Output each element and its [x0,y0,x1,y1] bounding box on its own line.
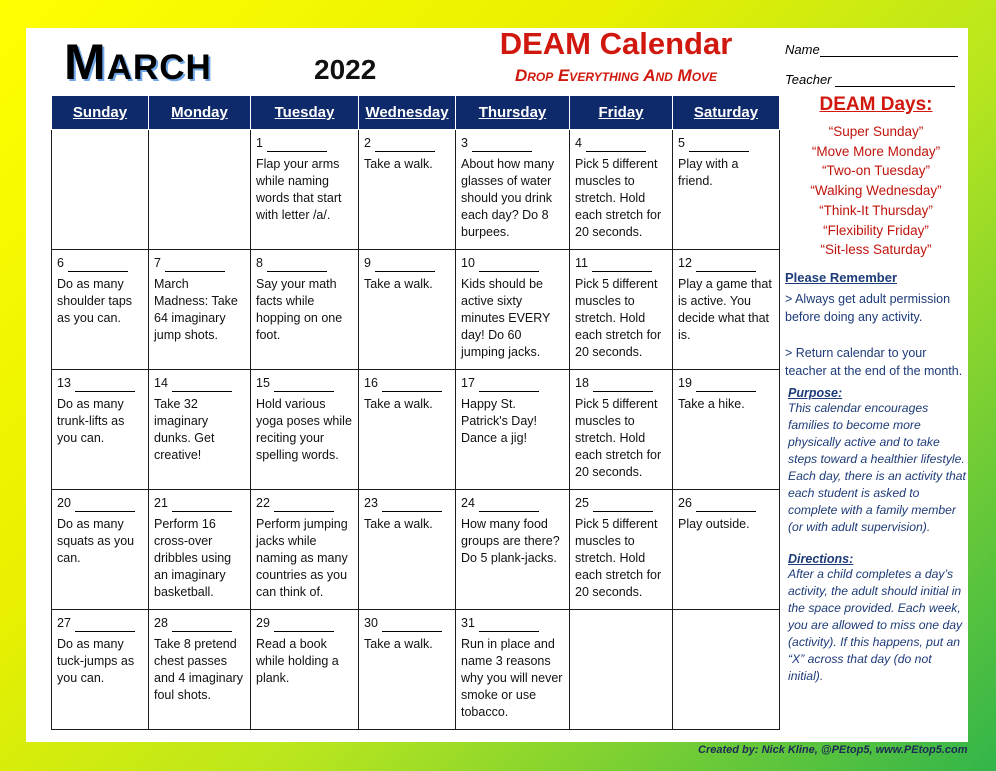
day-cell[interactable] [359,250,456,370]
calendar-week-row [52,610,780,730]
day-number [57,615,143,632]
day-number [678,495,774,512]
day-number-value: 4 [575,136,582,150]
day-activity: Run in place and name 3 reasons why you will never smoke or use tobacco. [461,637,563,719]
weekday-wednesday: Wednesday [359,96,456,130]
deam-calendar-title: DEAM Calendar [499,28,733,61]
day-activity: Do as many squats as you can. [57,517,135,565]
day-number-value: 17 [461,376,475,390]
day-cell[interactable] [570,130,673,250]
day-number-value: 1 [256,136,263,150]
day-activity: Say your math facts while hopping on one foot. [256,277,343,342]
day-cell[interactable] [570,490,673,610]
day-number-value: 30 [364,616,378,630]
initial-blank[interactable] [479,380,539,392]
day-number [256,135,353,152]
day-cell[interactable] [251,130,359,250]
initial-blank[interactable] [479,500,539,512]
remember-heading: Please Remember [785,269,898,285]
calendar-week-row [52,130,780,250]
day-activity: Play a game that is active. You decide what that is. [678,277,772,342]
day-number [678,255,774,272]
day-activity: Play outside. [678,517,750,531]
day-cell[interactable] [149,250,251,370]
sidebar [785,94,967,685]
initial-blank[interactable] [472,140,532,152]
day-number-value: 8 [256,256,263,270]
weekday-thursday: Thursday [456,96,570,130]
day-cell[interactable] [673,250,780,370]
day-number [575,255,667,272]
day-activity: Take a walk. [364,397,433,411]
creator-credit: Created by: Nick Kline, @PEtop5, www.PEtop5.com [698,744,968,756]
day-activity: Flap your arms while naming words that start with letter /a/. [256,157,342,222]
deam-day-sunday: “Super Sunday” [828,124,924,139]
day-cell[interactable] [359,370,456,490]
day-number-value: 6 [57,256,64,270]
day-number-value: 9 [364,256,371,270]
day-cell[interactable] [52,250,149,370]
deam-day-thursday: “Think-It Thursday” [819,202,933,218]
day-number-value: 11 [575,256,588,270]
day-activity: Happy St. Patrick's Day! Dance a jig! [461,397,538,445]
deam-day-saturday: “Sit-less Saturday” [820,242,932,258]
initial-blank[interactable] [172,620,232,632]
deam-day-friday: “Flexibility Friday” [823,222,929,238]
calendar-week-row [52,370,780,490]
empty-day-cell [570,610,673,730]
day-cell[interactable] [456,130,570,250]
day-activity: About how many glasses of water should you drink each day? Do 8 burpees. [461,157,555,239]
day-activity: Perform 16 cross-over dribbles using an imaginary basketball. [154,517,232,599]
day-activity: Pick 5 different muscles to stretch. Hold each stretch for 20 seconds. [575,157,662,239]
initial-blank[interactable] [382,380,442,392]
day-number [57,255,143,272]
remember-notes [785,290,967,380]
calendar-week-row [52,490,780,610]
day-cell[interactable] [456,250,570,370]
weekday-monday: Monday [149,96,251,130]
day-activity: Play with a friend. [678,157,739,188]
name-field[interactable] [785,42,958,57]
purpose-heading: Purpose: [788,385,843,400]
day-activity: Take a hike. [678,397,745,411]
day-number-value: 23 [364,496,378,510]
day-activity: Take a walk. [364,637,433,651]
initial-blank[interactable] [592,260,652,272]
day-activity: Do as many trunk-lifts as you can. [57,397,125,445]
initial-blank[interactable] [165,260,225,272]
day-number-value: 18 [575,376,589,390]
day-number [461,135,564,152]
initial-blank[interactable] [586,140,646,152]
day-number-value: 13 [57,376,71,390]
weekday-sunday: Sunday [52,96,149,130]
initial-blank[interactable] [689,140,749,152]
day-cell[interactable] [149,490,251,610]
day-number-value: 2 [364,136,371,150]
day-cell[interactable] [251,610,359,730]
day-number-value: 29 [256,616,270,630]
day-cell[interactable] [570,370,673,490]
teacher-blank[interactable] [835,74,955,87]
day-activity: March Madness: Take 64 imaginary jump shots. [154,277,238,342]
day-cell[interactable] [570,250,673,370]
day-cell[interactable] [456,490,570,610]
directions-heading: Directions: [788,551,854,566]
initial-blank[interactable] [75,500,135,512]
remember-item-return: > Return calendar to your teacher at the end of the month. [785,345,963,378]
day-activity: Take a walk. [364,277,433,291]
day-number [256,255,353,272]
day-number [575,135,667,152]
initial-blank[interactable] [696,380,756,392]
day-number-value: 22 [256,496,270,510]
weekday-header-row [52,96,780,130]
day-number-value: 24 [461,496,475,510]
day-number [364,615,450,632]
day-activity: Take 32 imaginary dunks. Get creative! [154,397,215,462]
calendar-grid [51,95,780,730]
directions-text: After a child completes a day’s activity, the adult should initial in the space provided. Each week, you are allowed to miss one day (activity). If this happens, put an “X” across that day (do not initial). [788,566,963,683]
day-cell[interactable] [251,370,359,490]
day-number [256,495,353,512]
day-cell[interactable] [149,370,251,490]
initial-blank[interactable] [382,620,442,632]
initial-blank[interactable] [696,500,756,512]
initial-blank[interactable] [68,260,128,272]
calendar-week-row [52,250,780,370]
initial-blank[interactable] [375,260,435,272]
day-activity: Take a walk. [364,517,433,531]
initial-blank[interactable] [274,620,334,632]
day-cell[interactable] [456,610,570,730]
weekday-saturday: Saturday [673,96,780,130]
day-number [57,495,143,512]
day-number-value: 7 [154,256,161,270]
day-number-value: 27 [57,616,71,630]
weekday-friday: Friday [570,96,673,130]
day-number [461,255,564,272]
day-number [364,495,450,512]
day-number-value: 31 [461,616,475,630]
initial-blank[interactable] [172,380,232,392]
day-activity: Do as many tuck-jumps as you can. [57,637,135,685]
initial-blank[interactable] [382,500,442,512]
day-cell[interactable] [149,610,251,730]
initial-blank[interactable] [375,140,435,152]
day-number [154,255,245,272]
deam-day-tuesday: “Two-on Tuesday” [821,163,931,179]
day-number-value: 15 [256,376,270,390]
deam-day-wednesday: “Walking Wednesday” [810,183,942,199]
initial-blank[interactable] [172,500,232,512]
day-cell[interactable] [52,610,149,730]
day-activity: Take a walk. [364,157,433,171]
initial-blank[interactable] [267,260,327,272]
weekday-tuesday: Tuesday [251,96,359,130]
day-number-value: 26 [678,496,692,510]
day-activity: Kids should be active sixty minutes EVERY day! Do 60 jumping jacks. [461,277,551,359]
remember-item-permission: > Always get adult permission before doing any activity. [785,291,951,324]
day-cell[interactable] [251,250,359,370]
day-number [57,375,143,392]
day-activity: Read a book while holding a plank. [256,637,339,685]
day-cell[interactable] [673,490,780,610]
day-activity: Do as many shoulder taps as you can. [57,277,133,325]
day-number [256,615,353,632]
day-number-value: 20 [57,496,71,510]
initial-blank[interactable] [479,260,539,272]
day-cell[interactable] [359,490,456,610]
deam-days-list [785,122,967,260]
day-cell[interactable] [52,370,149,490]
day-number [461,615,564,632]
day-number [575,375,667,392]
day-number [678,375,774,392]
day-number [461,375,564,392]
deam-days-heading: DEAM Days: [819,94,933,115]
day-number-value: 16 [364,376,378,390]
day-activity: How many food groups are there? Do 5 plank-jacks. [461,517,560,565]
initial-blank[interactable] [593,500,653,512]
year-title: 2022 [314,54,377,85]
deam-day-monday: “Move More Monday” [811,143,941,159]
initial-blank[interactable] [593,380,653,392]
empty-day-cell [673,610,780,730]
day-number-value: 25 [575,496,589,510]
teacher-label: Teacher [785,72,832,87]
purpose-text: This calendar encourages families to become more physically active and to take steps toward a healthier lifestyle. Each day, there is an activity that each student is asked to complete with a family member (or with adult supervision). [788,400,966,534]
day-cell[interactable] [251,490,359,610]
day-cell[interactable] [673,130,780,250]
day-number-value: 19 [678,376,692,390]
day-activity: Pick 5 different muscles to stretch. Hold each stretch for 20 seconds. [575,277,662,359]
day-number [154,495,245,512]
day-activity: Pick 5 different muscles to stretch. Hold each stretch for 20 seconds. [575,517,662,599]
initial-blank[interactable] [274,500,334,512]
day-number [364,255,450,272]
day-number-value: 12 [678,256,692,270]
empty-day-cell [149,130,251,250]
initial-blank[interactable] [479,620,539,632]
day-activity: Perform jumping jacks while naming as many countries as you can think of. [256,517,348,599]
day-number [154,375,245,392]
day-cell[interactable] [456,370,570,490]
initial-blank[interactable] [75,380,135,392]
day-number [256,375,353,392]
deam-subtitle: Drop Everything And Move [514,66,718,85]
day-activity: Hold various yoga poses while reciting your spelling words. [256,397,352,462]
day-activity: Take 8 pretend chest passes and 4 imaginary foul shots. [154,637,243,702]
teacher-field[interactable] [785,72,955,87]
name-blank[interactable] [820,44,958,57]
day-number-value: 3 [461,136,468,150]
day-number-value: 21 [154,496,168,510]
month-title: March [64,34,212,90]
day-number-value: 10 [461,256,475,270]
day-number [678,135,774,152]
day-cell[interactable] [52,490,149,610]
calendar-body [52,130,780,730]
day-number [461,495,564,512]
day-number-value: 28 [154,616,168,630]
calendar-sheet [26,28,968,742]
day-cell[interactable] [673,370,780,490]
empty-day-cell [52,130,149,250]
day-number [154,615,245,632]
day-number [575,495,667,512]
day-number-value: 5 [678,136,685,150]
day-number [364,135,450,152]
day-cell[interactable] [359,610,456,730]
day-activity: Pick 5 different muscles to stretch. Hold each stretch for 20 seconds. [575,397,662,479]
initial-blank[interactable] [267,140,327,152]
initial-blank[interactable] [274,380,334,392]
name-label: Name [785,42,820,57]
initial-blank[interactable] [696,260,756,272]
initial-blank[interactable] [75,620,135,632]
day-cell[interactable] [359,130,456,250]
day-number-value: 14 [154,376,168,390]
day-number [364,375,450,392]
